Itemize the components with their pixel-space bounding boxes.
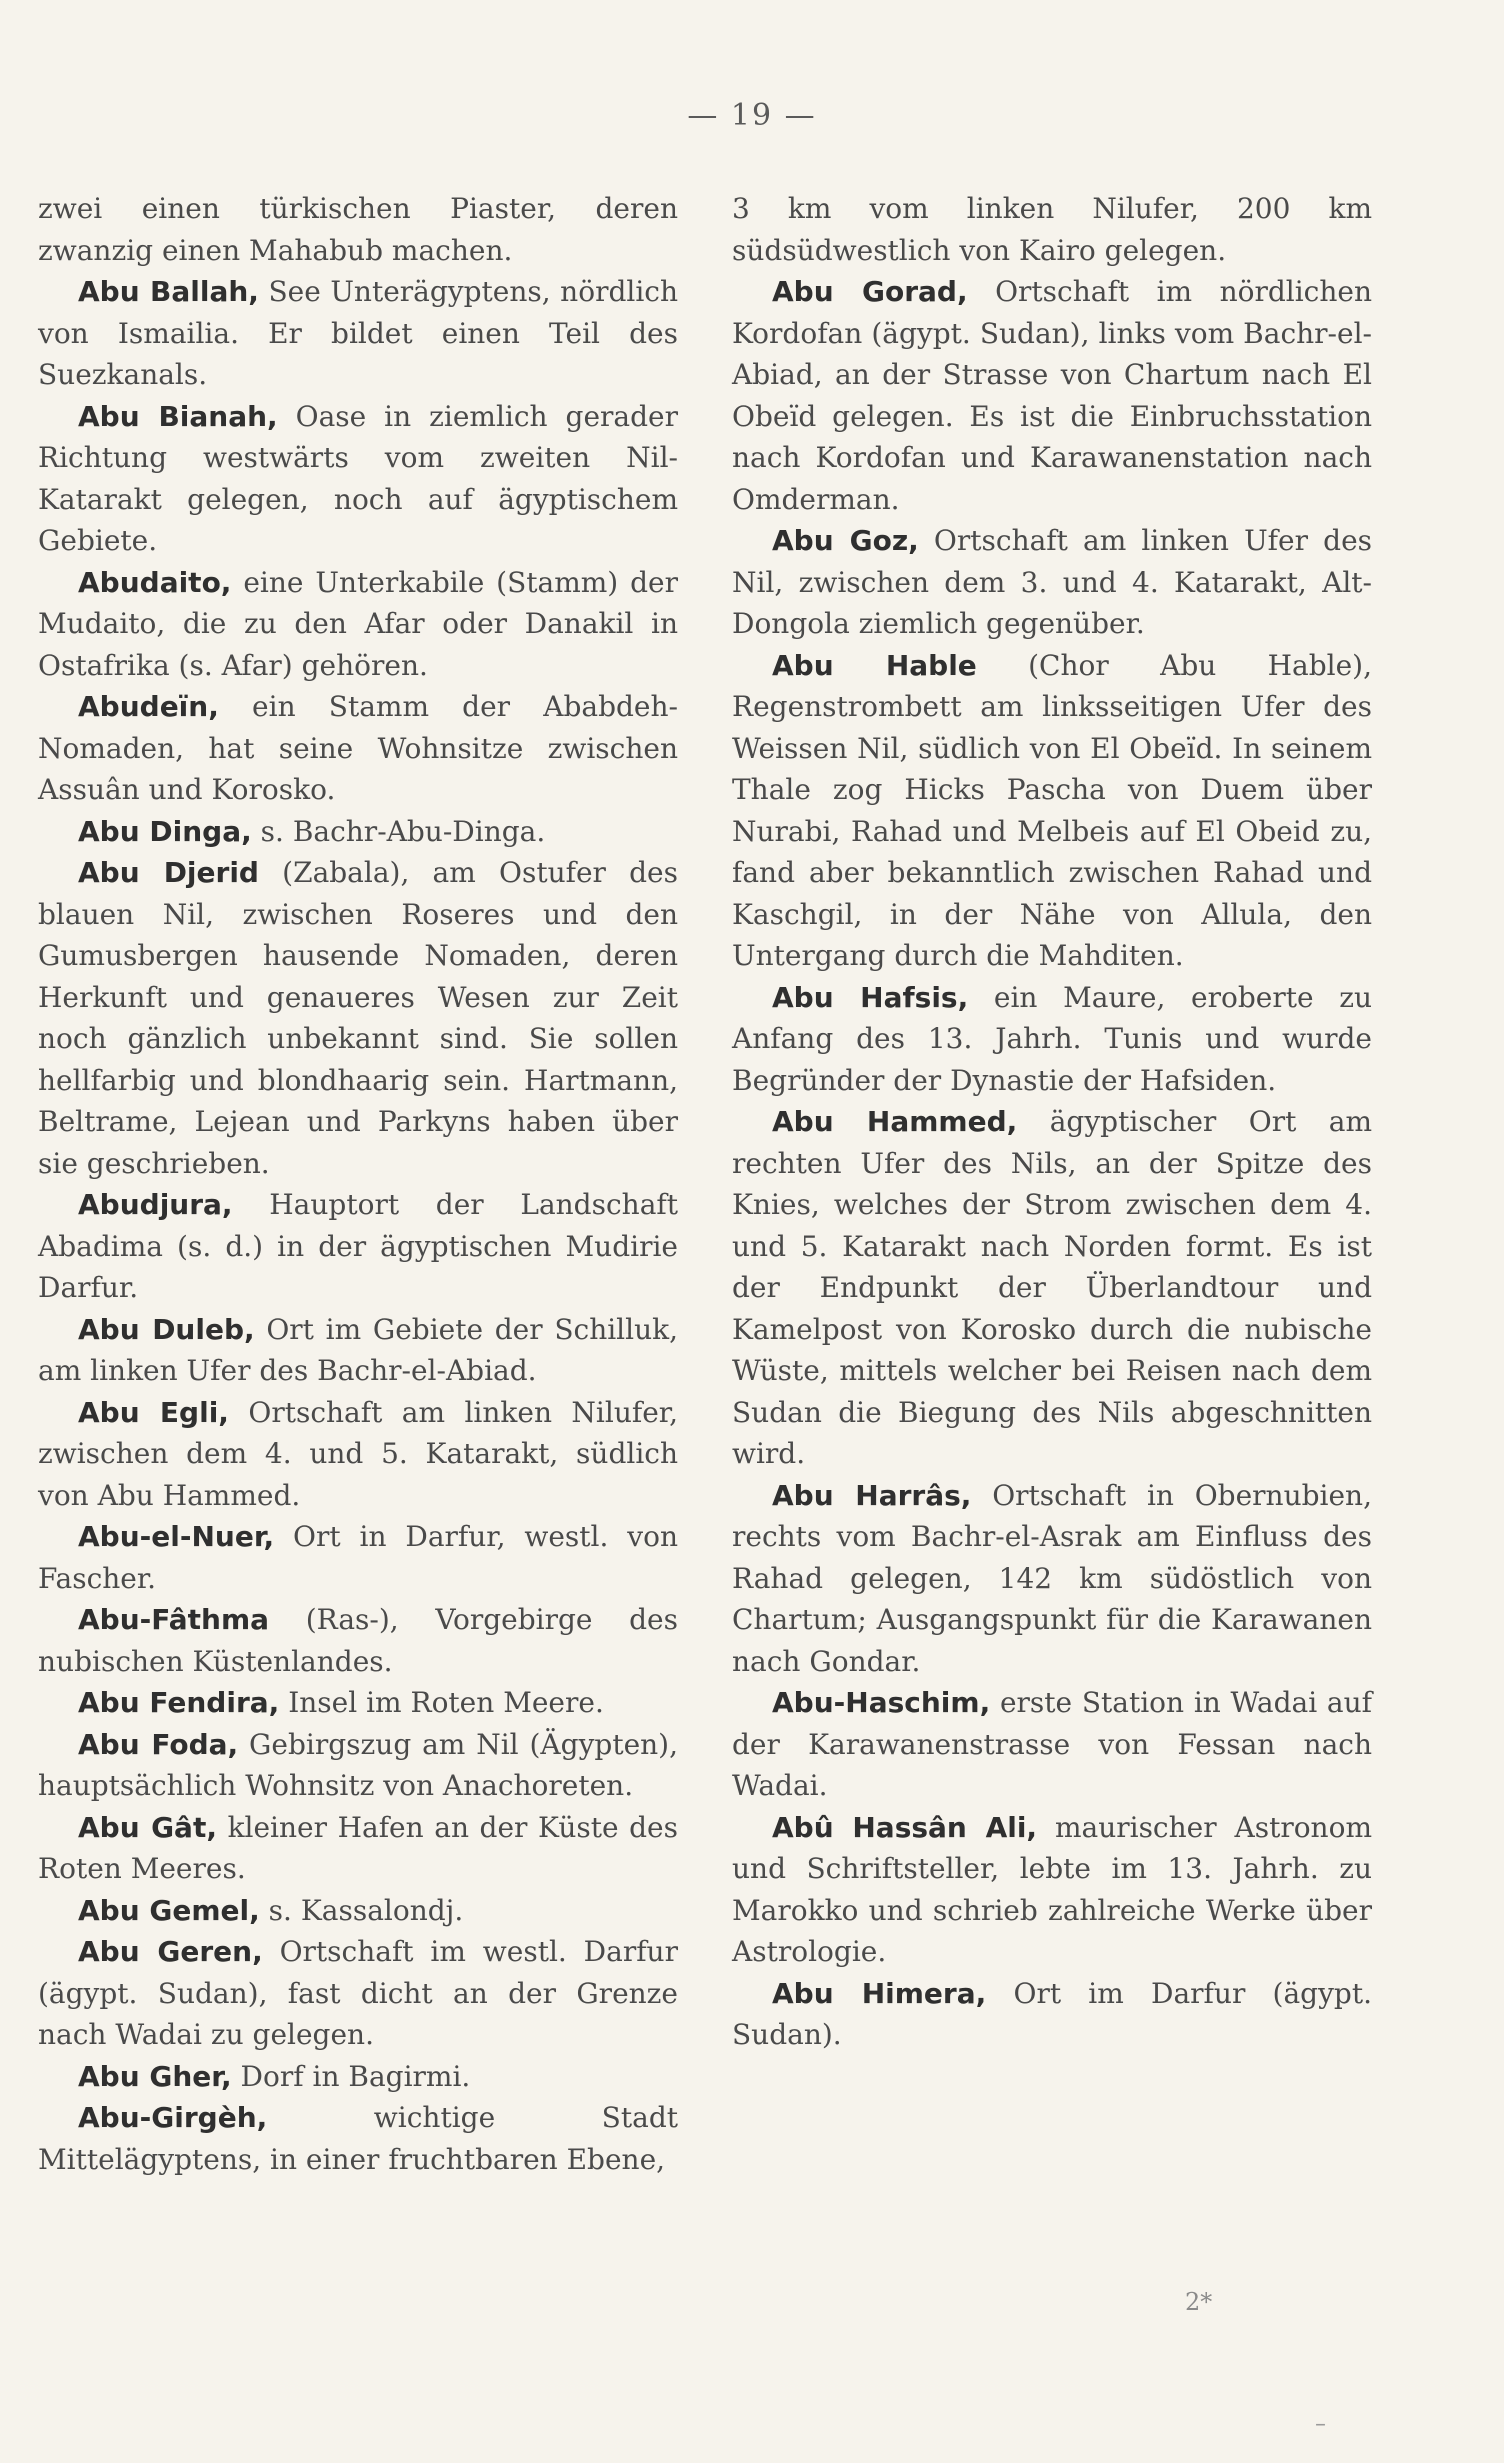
edge-mark: – bbox=[1315, 2412, 1326, 2437]
dictionary-entry bbox=[38, 852, 678, 1184]
dictionary-entry bbox=[38, 1890, 678, 1932]
entry-text: ein Maure, eroberte zu Anfang des 13. Jahrh. Tunis und wurde Begründer der Dynastie der Hafsiden. bbox=[732, 980, 1372, 1097]
entry-text: Oase in ziemlich gerader Richtung westwärts vom zweiten Nil-Katarakt gelegen, noch auf ägyptischem Gebiete. bbox=[38, 399, 678, 557]
entry-text: erste Station in Wadai auf der Karawanenstrasse von Fessan nach Wadai. bbox=[732, 1686, 1372, 1802]
dictionary-entry bbox=[732, 977, 1372, 1102]
entry-term: Abu Bianah, bbox=[78, 399, 278, 433]
dictionary-entry bbox=[38, 1516, 678, 1599]
entry-text: Ort im Gebiete der Schilluk, am linken Ufer des Bachr-el-Abiad. bbox=[38, 1312, 678, 1387]
right-column bbox=[732, 188, 1372, 2056]
dictionary-entry bbox=[38, 1682, 678, 1724]
entry-text: s. Kassalondj. bbox=[259, 1893, 464, 1927]
entry-term: Abudaito, bbox=[78, 565, 232, 599]
entry-term: Abu Djerid bbox=[78, 856, 259, 889]
page-number: — 19 — bbox=[687, 98, 817, 133]
dictionary-entry bbox=[38, 2056, 678, 2098]
entry-text: eine Unterkabile (Stamm) der Mudaito, die zu den Afar oder Danakil in Ostafrika (s. Afar) gehören. bbox=[38, 565, 678, 682]
dictionary-entry bbox=[38, 1392, 678, 1517]
entry-text: maurischer Astronom und Schriftsteller, lebte im 13. Jahrh. zu Marokko und schrieb zahlreiche Werke über Astrologie. bbox=[732, 1810, 1372, 1968]
entry-text: (Zabala), am Ostufer des blauen Nil, zwischen Roseres und den Gumusbergen hausende Nomaden, deren Herkunft und genaueres Wesen zur Zeit noch gänzlich unbekannt sind. Sie sollen hellfarbig und blondhaarig sein. Hartmann, Beltrame, Lejean und Parkyns haben über sie geschrieben. bbox=[38, 856, 678, 1180]
entry-text: Dorf in Bagirmi. bbox=[231, 2059, 471, 2093]
dictionary-entry bbox=[38, 1931, 678, 2056]
entry-term: Abu Hable bbox=[772, 648, 977, 682]
entry-term: Abu Duleb, bbox=[78, 1312, 255, 1346]
dictionary-entry bbox=[732, 1973, 1372, 2056]
dictionary-entry bbox=[38, 562, 678, 687]
entry-term: Abu Harrâs, bbox=[772, 1478, 972, 1512]
signature-mark: 2* bbox=[1185, 2288, 1213, 2316]
entry-text: ein Stamm der Ababdeh-Nomaden, hat seine Wohnsitze zwischen Assuân und Korosko. bbox=[38, 690, 678, 806]
entry-term: Abu Gorad, bbox=[772, 275, 968, 308]
entry-term: Abu Egli, bbox=[78, 1395, 229, 1429]
entry-term: Abu Ballah, bbox=[78, 275, 259, 308]
dictionary-entry bbox=[732, 188, 1372, 271]
entry-text: Ortschaft am linken Nilufer, zwischen dem 4. und 5. Katarakt, südlich von Abu Hammed. bbox=[38, 1395, 678, 1512]
entry-text: zwei einen türkischen Piaster, deren zwanzig einen Mahabub machen. bbox=[38, 192, 678, 267]
dictionary-entry bbox=[732, 1101, 1372, 1475]
dictionary-entry bbox=[38, 1599, 678, 1682]
dictionary-entry bbox=[732, 520, 1372, 645]
entry-term: Abu Gemel, bbox=[78, 1893, 260, 1927]
dictionary-entry bbox=[38, 271, 678, 396]
entry-text: 3 km vom linken Nilufer, 200 km südsüdwestlich von Kairo gelegen. bbox=[732, 192, 1372, 267]
entry-term: Abu Foda, bbox=[78, 1727, 239, 1761]
entry-text: wichtige Stadt Mittelägyptens, in einer fruchtbaren Ebene, bbox=[38, 2101, 678, 2176]
left-column bbox=[38, 188, 678, 2180]
dictionary-entry bbox=[732, 1807, 1372, 1973]
entry-term: Abu Dinga, bbox=[78, 814, 252, 848]
entry-text: See Unterägyptens, nördlich von Ismailia. Er bildet einen Teil des Suezkanals. bbox=[38, 275, 679, 391]
entry-text: Ortschaft im westl. Darfur (ägypt. Sudan), fast dicht an der Grenze nach Wadai zu gelegen. bbox=[38, 1935, 678, 2051]
dictionary-entry bbox=[732, 1682, 1372, 1807]
entry-text: ägyptischer Ort am rechten Ufer des Nils, an der Spitze des Knies, welches der Strom zwischen dem 4. und 5. Katarakt nach Norden formt. Es ist der Endpunkt der Überlandtour und Kamelpost von Korosko durch die nubische Wüste, mittels welcher bei Reisen nach dem Sudan die Biegung des Nils abgeschnitten wird. bbox=[732, 1105, 1372, 1470]
dictionary-entry bbox=[38, 396, 678, 562]
entry-term: Abu Fendira, bbox=[78, 1686, 280, 1719]
entry-term: Abu Geren, bbox=[78, 1935, 263, 1968]
entry-text: Ortschaft in Obernubien, rechts vom Bachr-el-Asrak am Einfluss des Rahad gelegen, 142 km südöstlich von Chartum; Ausgangspunkt für die Karawanen nach Gondar. bbox=[732, 1478, 1372, 1678]
dictionary-entry bbox=[38, 188, 678, 271]
entry-text: Hauptort der Landschaft Abadima (s. d.) in der ägyptischen Mudirie Darfur. bbox=[38, 1188, 678, 1304]
entry-text: (Chor Abu Hable), Regenstrombett am linksseitigen Ufer des Weissen Nil, südlich von El Obeïd. In seinem Thale zog Hicks Pascha von Duem über Nurabi, Rahad und Melbeis auf El Obeid zu, fand aber bekanntlich zwischen Rahad und Kaschgil, in der Nähe von Allula, den Untergang durch die Mahditen. bbox=[732, 648, 1372, 972]
entry-text: Gebirgszug am Nil (Ägypten), hauptsächlich Wohnsitz von Anachoreten. bbox=[38, 1727, 678, 1802]
dictionary-entry bbox=[38, 2097, 678, 2180]
dictionary-entry bbox=[732, 1475, 1372, 1683]
entry-term: Abudjura, bbox=[78, 1188, 233, 1221]
entry-text: Ortschaft am linken Ufer des Nil, zwischen dem 3. und 4. Katarakt, Alt-Dongola ziemlich gegenüber. bbox=[732, 524, 1373, 640]
entry-text: s. Bachr-Abu-Dinga. bbox=[251, 814, 546, 848]
entry-term: Abu Hafsis, bbox=[772, 980, 969, 1014]
entry-text: Ortschaft im nördlichen Kordofan (ägypt. Sudan), links vom Bachr-el-Abiad, an der Strasse von Chartum nach El Obeïd gelegen. Es ist die Einbruchsstation nach Kordofan und Karawanenstation nach Omderman. bbox=[732, 275, 1372, 516]
dictionary-entry bbox=[38, 1309, 678, 1392]
entry-term: Abu-Girgèh, bbox=[78, 2101, 268, 2134]
entry-term: Abu Gât, bbox=[78, 1810, 217, 1844]
dictionary-entry bbox=[38, 1807, 678, 1890]
entry-text: Insel im Roten Meere. bbox=[279, 1686, 604, 1719]
entry-term: Abu-Haschim, bbox=[772, 1686, 991, 1719]
dictionary-entry bbox=[38, 1184, 678, 1309]
entry-text: Ort im Darfur (ägypt. Sudan). bbox=[732, 1976, 1372, 2051]
dictionary-entry bbox=[732, 645, 1372, 977]
entry-text: kleiner Hafen an der Küste des Roten Meeres. bbox=[38, 1810, 678, 1885]
entry-term: Abu-el-Nuer, bbox=[78, 1520, 275, 1553]
entry-term: Abu Hammed, bbox=[772, 1105, 1018, 1138]
entry-text: (Ras-), Vorgebirge des nubischen Küstenlandes. bbox=[38, 1603, 678, 1678]
entry-term: Abu-Fâthma bbox=[78, 1603, 270, 1636]
entry-term: Abû Hassân Ali, bbox=[772, 1810, 1038, 1844]
dictionary-entry bbox=[38, 1724, 678, 1807]
entry-term: Abu Himera, bbox=[772, 1976, 987, 2010]
entry-term: Abudeïn, bbox=[78, 690, 219, 723]
entry-term: Abu Goz, bbox=[772, 524, 919, 557]
dictionary-entry bbox=[38, 811, 678, 853]
dictionary-entry bbox=[38, 686, 678, 811]
dictionary-entry bbox=[732, 271, 1372, 520]
entry-text: Ort in Darfur, westl. von Fascher. bbox=[38, 1520, 678, 1595]
entry-term: Abu Gher, bbox=[78, 2059, 232, 2093]
